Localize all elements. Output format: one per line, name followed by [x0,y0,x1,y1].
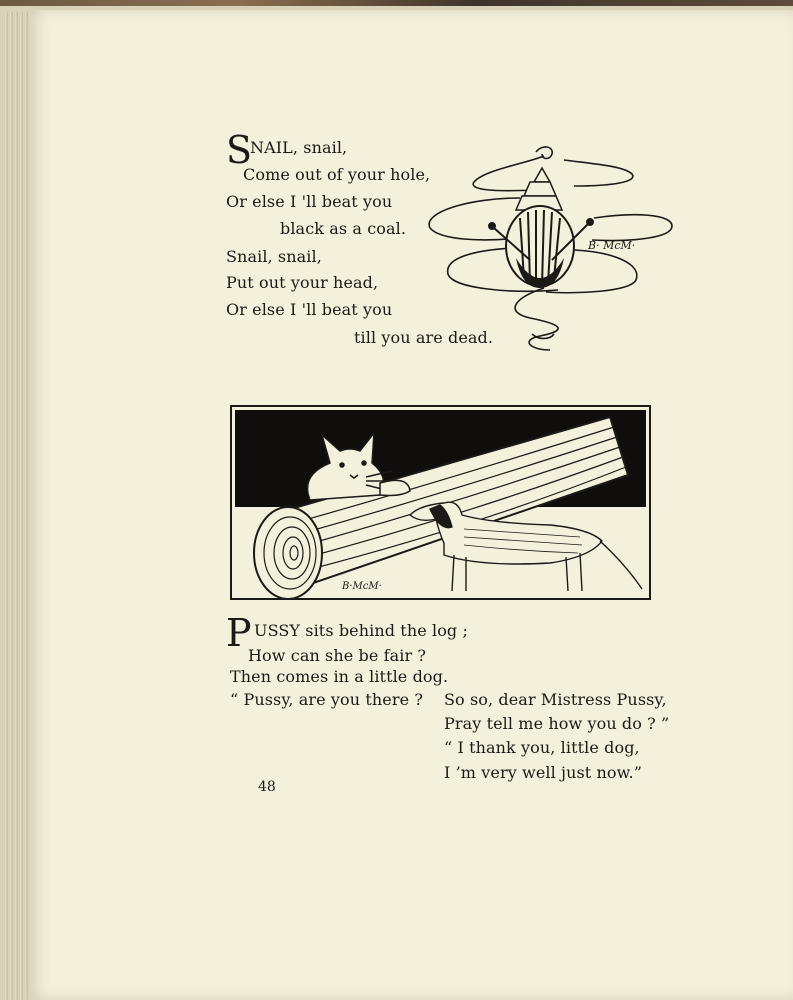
snail-line-1: NAIL, snail, [250,138,348,157]
pussy-line-3: Then comes in a little dog. [230,667,449,686]
snail-line-7: Or else I 'll beat you [226,300,393,319]
snail-line-6: Put out your head, [226,273,379,292]
pussy-line-6: Pray tell me how you do ? ” [444,714,670,733]
pussy-line-4: “ Pussy, are you there ? [230,690,424,709]
page-number: 48 [258,779,276,795]
snail-illustration [424,138,674,356]
snail-line-2: Come out of your hole, [243,165,431,184]
pussy-line-7: “ I thank you, little dog, [444,738,640,757]
pussy-line-5: So so, dear Mistress Pussy, [444,690,667,709]
pussy-line-1: USSY sits behind the log ; [254,621,468,640]
pussy-line-8: I ’m very well just now.” [444,763,643,782]
snail-signature: B· McM· [588,239,636,252]
drop-cap-s: S [226,128,253,172]
snail-line-5: Snail, snail, [226,247,322,266]
pussy-line-2: How can she be fair ? [248,646,427,665]
snail-line-3: Or else I 'll beat you [226,192,393,211]
cat-dog-signature: B·McM· [342,581,382,592]
drop-cap-p: P [226,611,252,655]
cat-dog-log-illustration [230,405,651,600]
snail-line-8: till you are dead. [354,328,494,347]
snail-line-4: black as a coal. [280,219,407,238]
